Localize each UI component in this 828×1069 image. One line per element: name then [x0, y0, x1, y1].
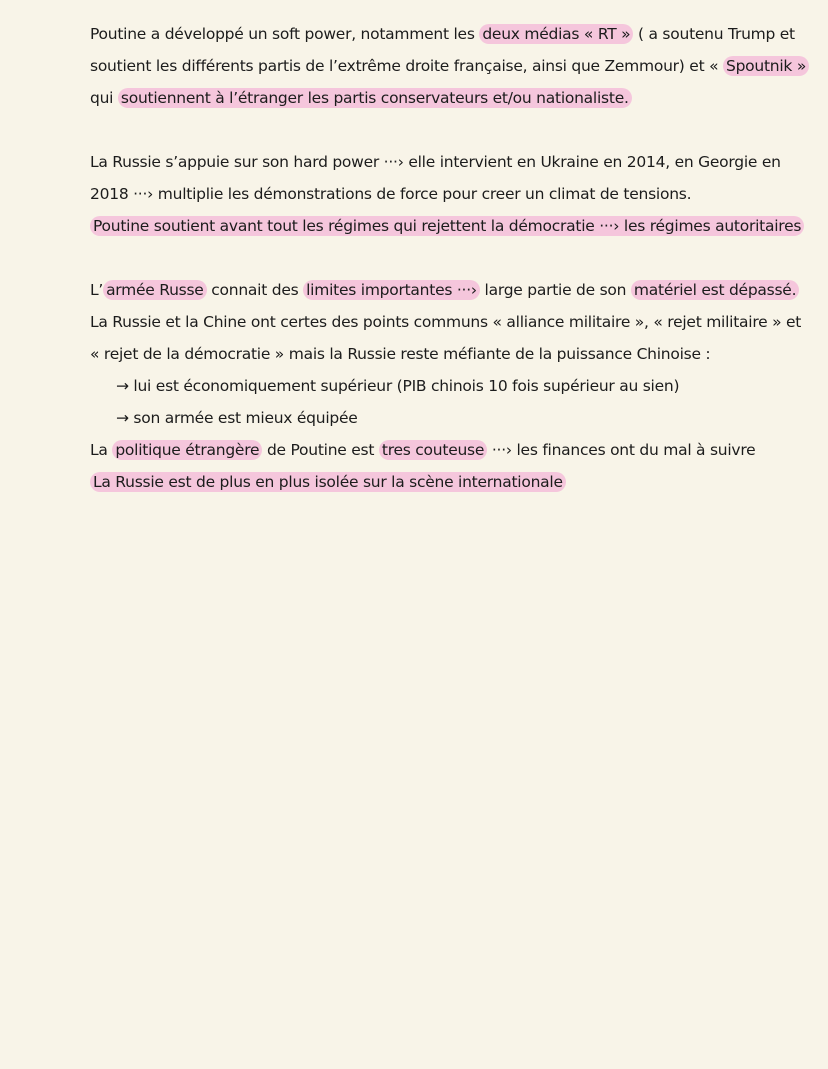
p1-line-3	[90, 82, 790, 114]
highlight-rt-media: deux médias « RT »	[479, 24, 633, 44]
paragraph-gap	[90, 242, 790, 274]
text-segment: ( a soutenu Trump et	[633, 25, 795, 43]
p3-bullet-1: → lui est économiquement supérieur (PIB chinois 10 fois supérieur au sien)	[116, 377, 680, 395]
p3-bullet-2: → son armée est mieux équipée	[116, 409, 358, 427]
highlight-russian-army: armée Russe	[103, 280, 207, 300]
p1-line-1	[90, 18, 795, 50]
p3-line-1	[90, 274, 797, 306]
p2-line-1: La Russie s’appuie sur son hard power ···› elle intervient en Ukraine en 2014, en Georgie en	[90, 153, 781, 171]
p1-line-2	[90, 50, 807, 82]
p3-line-6	[90, 434, 790, 466]
highlight-spoutnik: Spoutnik »	[723, 56, 809, 76]
p2-line-2: 2018 ···› multiplie les démonstrations de force pour creer un climat de tensions.	[90, 185, 692, 203]
paragraph-gap	[90, 114, 790, 146]
highlight-russia-isolated: La Russie est de plus en plus isolée sur la scène internationale	[90, 472, 566, 492]
highlight-important-limits: limites importantes ···›	[303, 280, 480, 300]
highlight-outdated-equipment: matériel est dépassé.	[631, 280, 799, 300]
notes-page	[90, 18, 807, 498]
p2-line-3	[90, 210, 802, 242]
highlight-support-abroad: soutiennent à l’étranger les partis conservateurs et/ou nationaliste.	[118, 88, 632, 108]
text-segment: Poutine a développé un soft power, notamment les	[90, 25, 480, 43]
p3-line-7	[90, 466, 790, 498]
text-segment: soutient les différents partis de l’extrême droite française, ainsi que Zemmour) et «	[90, 57, 723, 75]
p3-line-2: La Russie et la Chine ont certes des points communs « alliance militaire », « rejet militaire » et	[90, 313, 802, 331]
text-segment: L’	[90, 281, 104, 299]
text-segment: large partie de son	[479, 281, 631, 299]
text-segment: qui	[90, 89, 118, 107]
highlight-very-costly: tres couteuse	[379, 440, 487, 460]
highlight-foreign-policy: politique étrangère	[112, 440, 262, 460]
text-segment: de Poutine est	[262, 441, 379, 459]
text-segment: ···› les finances ont du mal à suivre	[487, 441, 756, 459]
highlight-authoritarian-regimes: Poutine soutient avant tout les régimes qui rejettent la démocratie ···› les régimes autoritaires	[90, 216, 804, 236]
text-segment: La	[90, 441, 113, 459]
p3-line-3: « rejet de la démocratie » mais la Russie reste méfiante de la puissance Chinoise :	[90, 345, 711, 363]
text-segment: connait des	[206, 281, 304, 299]
